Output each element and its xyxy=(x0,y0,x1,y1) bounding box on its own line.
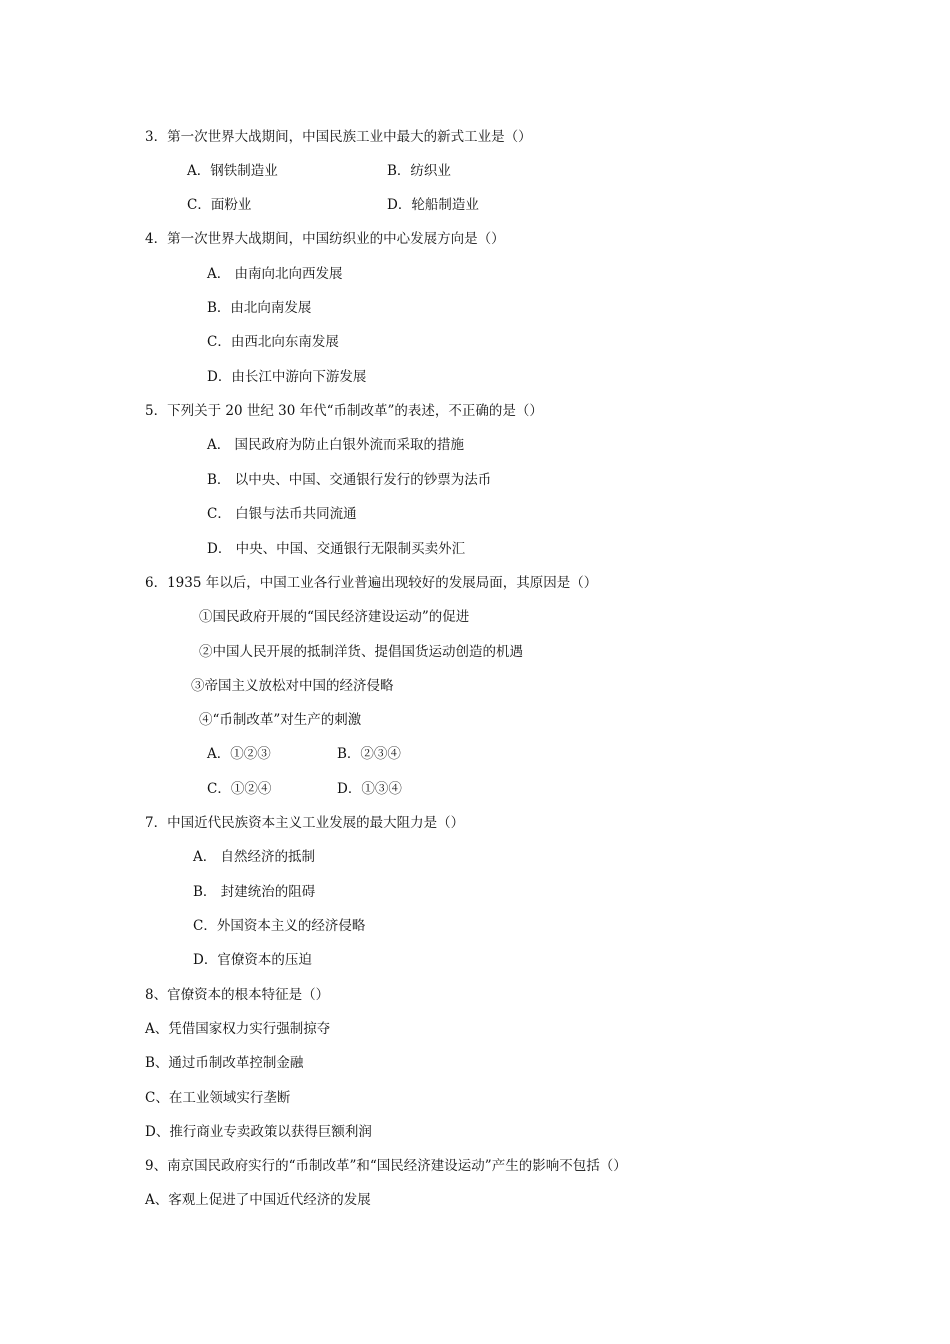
question-7-option-d: D．官僚资本的压迫 xyxy=(193,952,312,968)
question-8-option-d: D、推行商业专卖政策以获得巨额利润 xyxy=(145,1124,372,1140)
question-6-item-2: ②中国人民开展的抵制洋货、提倡国货运动创造的机遇 xyxy=(199,644,523,660)
question-4-option-b: B．由北向南发展 xyxy=(207,300,312,316)
question-6-stem: 6．1935 年以后，中国工业各行业普遍出现较好的发展局面，其原因是（） xyxy=(145,575,598,591)
question-5-stem: 5．下列关于 20 世纪 30 年代“币制改革”的表述，不正确的是（） xyxy=(145,403,543,419)
question-3-option-b: B．纺织业 xyxy=(387,163,451,179)
question-4-option-a: A． 由南向北向西发展 xyxy=(207,266,343,282)
question-7-option-c: C．外国资本主义的经济侵略 xyxy=(193,918,366,934)
question-3-stem: 3．第一次世界大战期间，中国民族工业中最大的新式工业是（） xyxy=(145,129,532,145)
question-4-option-c: C．由西北向东南发展 xyxy=(207,334,339,350)
question-9-option-a: A、客观上促进了中国近代经济的发展 xyxy=(145,1192,371,1208)
question-7-option-b: B． 封建统治的阻碍 xyxy=(193,884,316,900)
question-7-stem: 7．中国近代民族资本主义工业发展的最大阻力是（） xyxy=(145,815,465,831)
question-8-option-a: A、凭借国家权力实行强制掠夺 xyxy=(145,1021,331,1037)
question-6-option-c: C．①②④ xyxy=(207,781,272,797)
question-6-option-a: A．①②③ xyxy=(207,746,271,762)
question-5-option-d: D． 中央、中国、交通银行无限制买卖外汇 xyxy=(207,541,466,557)
question-3-option-c: C．面粉业 xyxy=(187,197,252,213)
question-6-item-1: ①国民政府开展的“国民经济建设运动”的促进 xyxy=(199,609,470,625)
question-7-option-a: A． 自然经济的抵制 xyxy=(193,849,316,865)
question-9-stem: 9、南京国民政府实行的“币制改革”和“国民经济建设运动”产生的影响不包括（） xyxy=(145,1158,627,1174)
question-3-option-a: A．钢铁制造业 xyxy=(187,163,278,179)
question-6-item-4: ④“币制改革”对生产的刺激 xyxy=(199,712,362,728)
question-4-option-d: D．由长江中游向下游发展 xyxy=(207,369,367,385)
question-8-option-b: B、通过币制改革控制金融 xyxy=(145,1055,304,1071)
question-5-option-c: C． 白银与法币共同流通 xyxy=(207,506,357,522)
question-4-stem: 4．第一次世界大战期间，中国纺织业的中心发展方向是（） xyxy=(145,231,505,247)
question-3-option-d: D．轮船制造业 xyxy=(387,197,479,213)
question-8-stem: 8、官僚资本的根本特征是（） xyxy=(145,987,330,1003)
question-5-option-a: A． 国民政府为防止白银外流而采取的措施 xyxy=(207,437,465,453)
question-5-option-b: B． 以中央、中国、交通银行发行的钞票为法币 xyxy=(207,472,492,488)
question-6-item-3: ③帝国主义放松对中国的经济侵略 xyxy=(191,678,394,694)
question-6-option-d: D．①③④ xyxy=(337,781,402,797)
question-8-option-c: C、在工业领域实行垄断 xyxy=(145,1090,291,1106)
question-6-option-b: B．②③④ xyxy=(337,746,401,762)
